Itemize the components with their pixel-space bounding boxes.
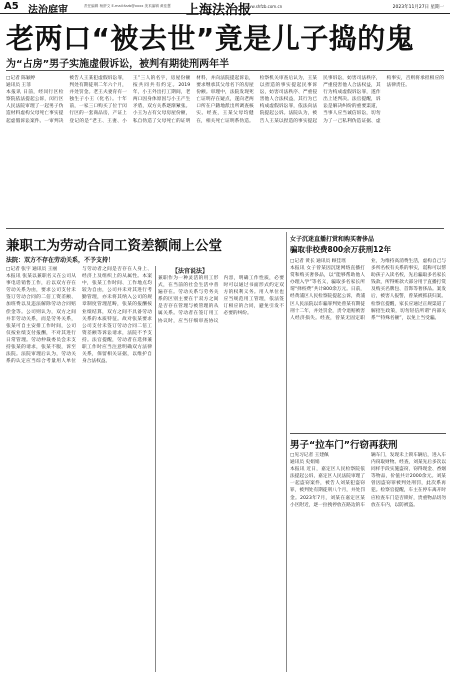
editor-info: 责任编辑 杨舒文 E-mail:fzzb@xxxx 美术编辑 黄佳慧: [84, 4, 171, 8]
story-three-body: 本报讯 女子曾某因沉迷网络直播打赏和购买奢侈品，以“能够帮助他人办理入学”等名义，骗取多名家长所谓“择校费”共计800余万元。日前，经黄浦区人民检察院提起公诉，黄浦区人民法院以诈骗罪判处曾某有期徒刑十二年，并处罚金，责令退赔被害人经济损失。经查，曾某无固定职业，为维持高消费生活，虚构自己与多所名校有关系的事实，谎称可以帮助孩子入读名校，先后骗取多名家长钱款，所得赃款大部分用于直播打赏及购买名牌包、首饰等奢侈品。案发后，被害人报警，曾某被抓获归案。检察官提醒，家长应通过正规渠道了解招生政策，切勿轻信所谓“内部关系”“特殊名额”，以免上当受骗。: [290, 259, 446, 321]
story-three-headline: 骗取非校费800余万获刑12年: [290, 245, 392, 254]
main-subtitle: 为“占房”男子实施虚假诉讼，被判有期徒刑两年半: [6, 59, 230, 70]
issue-date: 2023年11月27日 星期一: [392, 5, 444, 10]
divider: [6, 70, 444, 71]
story-three-kicker: 女子沉迷直播打赏和购买奢侈品: [290, 236, 375, 243]
story-two-headline: 兼职工为劳动合同工资差额闹上公堂: [6, 238, 222, 254]
page-number: A5: [4, 1, 19, 12]
judge-note-article: [158, 275, 284, 674]
story-three-byline: □记者 黄长 通讯员 顾佳瑶: [290, 259, 346, 264]
story-two-byline: □记者 张宇 通讯员 王丽: [6, 267, 58, 272]
story-four-headline: 男子“拉车门”行窃再获刑: [290, 440, 398, 451]
divider: [6, 228, 444, 229]
main-byline: □记者 陈颖婷 通讯员 王菲: [6, 76, 36, 89]
main-body: 本报讯 日前，经闵行区检察院依法提起公诉，闵行区人民法院审理了一起男子伪造材料虚构父母死亡事实提起虚假诉讼案件。一审判决被告人王某犯虚假诉讼罪，判处有期徒刑二年六个月，并处罚金。老王夫妻育有一独生子小王（化名）。十年前，一家三口购买了位于闵行区的一套商品房，产证上登记的是“老王、王妻、小王”三人的名字，房屋份额按共同共有约定。2019年，小王外出打工期间，老两口因身体原因与小王产生矛盾，双方关系逐渐紧张。小王为占有父母房屋份额，私自伪造了父母死亡的证明材料，并向法院提起诉讼，要求继承其父母名下的房屋份额。审理中，法院发现死亡证明存在疑点，遂向老两口所在户籍地派出所调查核实。经查，王某父母均健在，相关死亡证明系伪造。检察机关审查后认为，王某以捏造的事实提起民事诉讼，妨害司法秩序、严重侵害他人合法权益，其行为已构成虚假诉讼罪，依法向法院提起公诉。法院认为，被告人王某以捏造的事实提起民事诉讼，妨害司法秩序，严重侵害他人合法权益，其行为构成虚假诉讼罪，遂作出上述判决。法官提醒，诉讼是解决纠纷的重要渠道，当事人应当诚信诉讼，切勿为了一己私利伪造证据、虚构事实，否则将承担相应的法律责任。: [6, 76, 444, 124]
divider: [290, 433, 446, 434]
paper-url: www.shfzb.com.cn: [245, 4, 283, 9]
main-article: [6, 75, 444, 225]
judge-note-body: 兼职作为一种灵活的用工形式，在当前的社会生活中普遍存在。劳动关系与劳务关系的区别主要在于双方之间是否存在管理与被管理的从属关系。劳动者在签订用工协议时，应当仔细审查协议内容，明确工作性质，必要时可以通过书面形式约定双方的权利义务。用人单位也应当规范用工管理，依法签订相应的合同，避免引发不必要的纠纷。: [158, 276, 284, 324]
paper-name: 上海法治报: [186, 3, 252, 18]
story-four-byline: □见习记者 王建佩 通讯员 史娟娟: [290, 453, 329, 466]
section-name: 法治庭审: [28, 5, 68, 16]
story-two-article: [6, 266, 152, 674]
masthead: [0, 0, 450, 18]
story-three-article: [290, 258, 446, 430]
story-four-body: 本报讯 近日，嘉定区人民检察院依法提起公诉，嘉定区人民法院审理了一起盗窃案件，被告人刘某犯盗窃罪，被判处有期徒刑八个月，并处罚金。2023年7月，刘某在嘉定区某小区附近，逐一拉拽停放在路边的车辆车门，发现未上锁车辆后，进入车内窃取财物。经查，刘某先后多次以同样手段实施盗窃，窃得现金、香烟等物品，价值共计2000余元。刘某曾因盗窃罪被判处刑罚，此次系再犯。检察官提醒，车主在停车离开时应检查车门是否锁好，贵重物品切勿放在车内，以防被盗。: [290, 453, 446, 508]
story-two-body: 本报讯 张某以兼职名义在公司从事电话销售工作，后以双方存在劳动关系为由，要求公司支付未签订劳动合同的二倍工资差额、加班费以及违法解除劳动合同赔偿金等。公司则认为，双方之间并非劳动关系，而是劳务关系，张某可自主安排工作时间，公司仅按业绩支付报酬，不对其进行日常管理。劳动仲裁委员会未支持张某的请求，张某不服，诉至法院。法院审理后认为，劳动关系的认定应当综合考量用人单位与劳动者之间是否存在人身上、经济上及组织上的从属性。本案中，张某工作时间、工作地点均较为自由，公司并未对其进行考勤管理，亦未将其纳入公司的规章制度管理范畴，张某的报酬按业绩结算，双方之间不具备劳动关系的本质特征。故对张某要求公司支付未签订劳动合同二倍工资差额等诉讼请求，法院不予支持。法官提醒，劳动者在选择兼职工作时应当注意明确双方法律关系，保留相关证据，以维护自身合法权益。: [6, 267, 152, 365]
main-headline: 老两口“被去世”竟是儿子捣的鬼: [6, 22, 415, 55]
story-four-article: [290, 452, 446, 674]
story-two-kicker: 法院：双方不存在劳动关系，不予支持！: [6, 257, 115, 264]
judge-note-title: 【法官说法】: [172, 268, 209, 275]
column-rule: [155, 266, 156, 672]
column-rule: [286, 232, 287, 672]
